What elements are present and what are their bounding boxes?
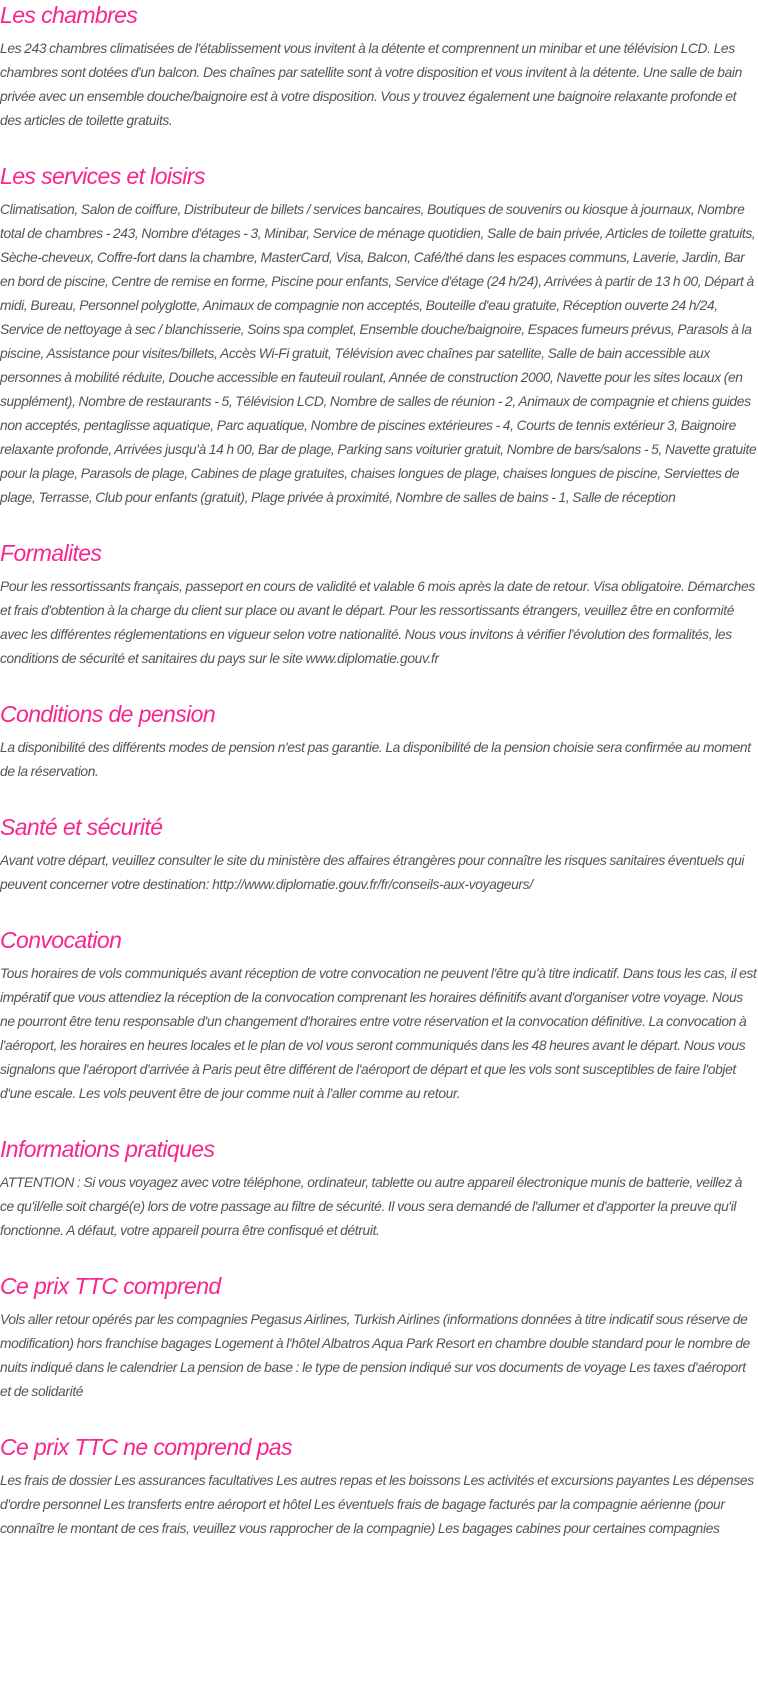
section-body-convocation: Tous horaires de vols communiqués avant réception de votre convocation ne peuvent l'être qu'à titre indicatif. Dans tous les cas, il est impératif que vous attendiez la réception de la convocation comprenant les horaires définitifs avant d'organiser votre voyage. Nous ne pourront être tenu responsable d'un changement d'horaires entre votre réservation et la convocation définitive. La convocation à l'aéroport, les horaires en heures locales et le plan de vol vous seront communiqués dans les 48 heures avant le départ. Nous vous signalons que l'aéroport d'arrivée à Paris peut être différent de l'aéroport de départ et que les vols sont susceptibles de faire l'objet d'une escale. Les vols peuvent être de jour comme nuit à l'aller comme au retour. bbox=[0, 966, 757, 1101]
section-practical-info bbox=[0, 1134, 758, 1243]
section-body-health-safety: Avant votre départ, veuillez consulter le site du ministère des affaires étrangères pour connaître les risques sanitaires éventuels qui peuvent concerner votre destination: http://www.diplomatie.gouv.fr/fr/conseils-aux-voyageurs/ bbox=[0, 853, 745, 892]
section-convocation bbox=[0, 925, 758, 1106]
section-rooms bbox=[0, 0, 758, 133]
section-board-conditions bbox=[0, 699, 758, 784]
section-body-price-excludes: Les frais de dossier Les assurances facultatives Les autres repas et les boissons Les activités et excursions payantes Les dépenses d'ordre personnel Les transferts entre aéroport et hôtel Les éventuels frais de bagage facturés par la compagnie aérienne (pour connaître le montant de ces frais, veuillez vous rapprocher de la compagnie) Les bagages cabines pour certaines compagnies bbox=[0, 1473, 754, 1536]
section-body-services: Climatisation, Salon de coiffure, Distributeur de billets / services bancaires, Boutiques de souvenirs ou kiosque à journaux, Nombre total de chambres - 243, Nombre d'étages - 3, Minibar, Service de ménage quotidien, Salle de bain privée, Articles de toilette gratuits, Sèche-cheveux, Coffre-fort dans la chambre, MasterCard, Visa, Balcon, Café/thé dans les espaces communs, Laverie, Jardin, Bar en bord de piscine, Centre de remise en forme, Piscine pour enfants, Service d'étage (24 h/24), Arrivées à partir de 13 h 00, Départ à midi, Bureau, Personnel polyglotte, Animaux de compagnie non acceptés, Bouteille d'eau gratuite, Réception ouverte 24 h/24, Service de nettoyage à sec / blanchisserie, Soins spa complet, Ensemble douche/baignoire, Espaces fumeurs prévus, Parasols à la piscine, Assistance pour visites/billets, Accès Wi-Fi gratuit, Télévision avec chaînes par satellite, Salle de bain accessible aux personnes à mobilité réduite, Douche accessible en fauteuil roulant, Année de construction 2000, Navette pour les sites locaux (en supplément), Nombre de restaurants - 5, Télévision LCD, Nombre de salles de réunion - 2, Animaux de compagnie et chiens guides non acceptés, pentaglisse aquatique, Parc aquatique, Nombre de piscines extérieures - 4, Courts de tennis extérieur 3, Baignoire relaxante profonde, Arrivées jusqu'à 14 h 00, Bar de plage, Parking sans voiturier gratuit, Nombre de bars/salons - 5, Navette gratuite pour la plage, Parasols de plage, Cabines de plage gratuites, chaises longues de plage, chaises longues de piscine, Serviettes de plage, Terrasse, Club pour enfants (gratuit), Plage privée à proximité, Nombre de salles de bains - 1, Salle de réception bbox=[0, 202, 757, 505]
section-body-board-conditions: La disponibilité des différents modes de pension n'est pas garantie. La disponibilité de la pension choisie sera confirmée au moment de la réservation. bbox=[0, 740, 751, 779]
section-formalities bbox=[0, 538, 758, 671]
section-body-practical-info: ATTENTION : Si vous voyagez avec votre téléphone, ordinateur, tablette ou autre appareil électronique munis de batterie, veillez à ce qu'il/elle soit chargé(e) lors de votre passage au filtre de sécurité. Il vous sera demandé de l'allumer et d'apporter la preuve qu'il fonctionne. A défaut, votre appareil pourra être confisqué et détruit. bbox=[0, 1175, 743, 1238]
section-body-rooms: Les 243 chambres climatisées de l'établissement vous invitent à la détente et comprennent un minibar et une télévision LCD. Les chambres sont dotées d'un balcon. Des chaînes par satellite sont à votre disposition et vous invitent à la détente. Une salle de bain privée avec un ensemble douche/baignoire est à votre disposition. Vous y trouvez également une baignoire relaxante profonde et des articles de toilette gratuits. bbox=[0, 41, 742, 128]
section-title-board-conditions: Conditions de pension bbox=[0, 701, 216, 727]
section-title-rooms: Les chambres bbox=[0, 2, 138, 28]
section-services bbox=[0, 161, 758, 510]
section-title-convocation: Convocation bbox=[0, 927, 122, 953]
section-title-price-includes: Ce prix TTC comprend bbox=[0, 1273, 221, 1299]
section-title-services: Les services et loisirs bbox=[0, 163, 205, 189]
section-body-price-includes: Vols aller retour opérés par les compagnies Pegasus Airlines, Turkish Airlines (informations données à titre indicatif sous réserve de modification) hors franchise bagages Logement à l'hôtel Albatros Aqua Park Resort en chambre double standard pour le nombre de nuits indiqué dans le calendrier La pension de base : le type de pension indiqué sur vos documents de voyage Les taxes d'aéroport et de solidarité bbox=[0, 1312, 750, 1399]
section-title-formalities: Formalites bbox=[0, 540, 102, 566]
section-title-health-safety: Santé et sécurité bbox=[0, 814, 163, 840]
section-price-excludes bbox=[0, 1432, 758, 1541]
section-health-safety bbox=[0, 812, 758, 897]
section-title-practical-info: Informations pratiques bbox=[0, 1136, 215, 1162]
section-body-formalities: Pour les ressortissants français, passeport en cours de validité et valable 6 mois après la date de retour. Visa obligatoire. Démarches et frais d'obtention à la charge du client sur place ou avant le départ. Pour les ressortissants étrangers, veuillez être en conformité avec les différentes réglementations en vigueur selon votre nationalité. Nous vous invitons à vérifier l'évolution des formalités, les conditions de sécurité et sanitaires du pays sur le site www.diplomatie.gouv.fr bbox=[0, 579, 755, 666]
section-price-includes bbox=[0, 1271, 758, 1404]
section-title-price-excludes: Ce prix TTC ne comprend pas bbox=[0, 1434, 292, 1460]
